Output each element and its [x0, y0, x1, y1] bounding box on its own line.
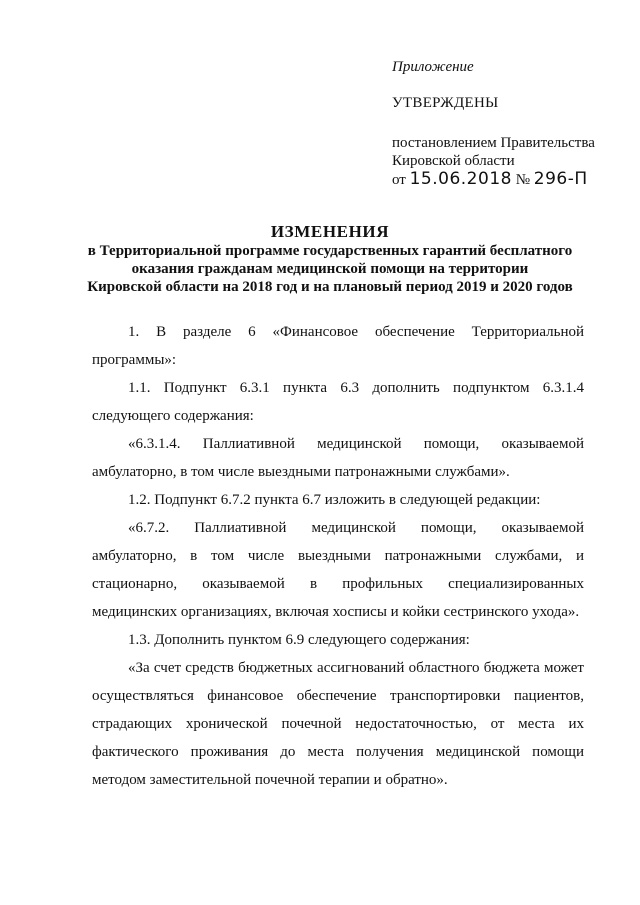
annex-label: Приложение — [392, 59, 474, 75]
paragraph-6-7-2: «6.7.2. Паллиативной медицинской помощи, оказываемой амбулаторно, в том числе выездными патронажными службами, и стационарно, оказываемой в профильных специализированных медицинских организациях, включая хосписы и койки сестринского ухода». — [92, 520, 584, 620]
paragraph-1-1: 1.1. Подпункт 6.3.1 пункта 6.3 дополнить подпунктом 6.3.1.4 следующего содержания: — [92, 380, 584, 424]
decree-line-2: Кировской области — [392, 153, 515, 169]
paragraph-1: 1. В разделе 6 «Финансовое обеспечение Территориальной программы»: — [92, 324, 584, 368]
paragraph-1-3: 1.3. Дополнить пунктом 6.9 следующего содержания: — [128, 632, 470, 648]
decree-date-line — [392, 170, 612, 189]
title-line-3: Кировской области на 2018 год и на плановый период 2019 и 2020 годов — [87, 279, 573, 295]
approval-block — [392, 58, 612, 189]
decree-line-1: постановлением Правительства — [392, 135, 595, 151]
paragraph-6-9: «За счет средств бюджетных ассигнований областного бюджета может осуществляться финансовое обеспечение транспортировки пациентов, страдающих хронической почечной недостаточностью, от места их фактического проживания до места получения медицинской помощи методом заместительной почечной терапии и обратно». — [92, 660, 584, 788]
title-line-1: в Территориальной программе государственных гарантий бесплатного — [87, 243, 573, 259]
document-title: ИЗМЕНЕНИЯ — [270, 222, 390, 241]
paragraph-6-3-1-4: «6.3.1.4. Паллиативной медицинской помощи, оказываемой амбулаторно, в том числе выездными патронажными службами». — [92, 436, 584, 480]
document-body — [92, 318, 584, 794]
handwritten-date: 15.06.2018 — [409, 169, 512, 189]
number-prefix: № — [515, 172, 531, 188]
paragraph-1-2: 1.2. Подпункт 6.7.2 пункта 6.7 изложить в следующей редакции: — [128, 492, 541, 508]
title-line-2: оказания гражданам медицинской помощи на территории — [131, 261, 529, 277]
handwritten-number: 296-П — [533, 169, 588, 189]
approved-label: УТВЕРЖДЕНЫ — [392, 95, 499, 111]
document-title-block — [70, 222, 590, 296]
date-prefix: от — [392, 172, 406, 188]
